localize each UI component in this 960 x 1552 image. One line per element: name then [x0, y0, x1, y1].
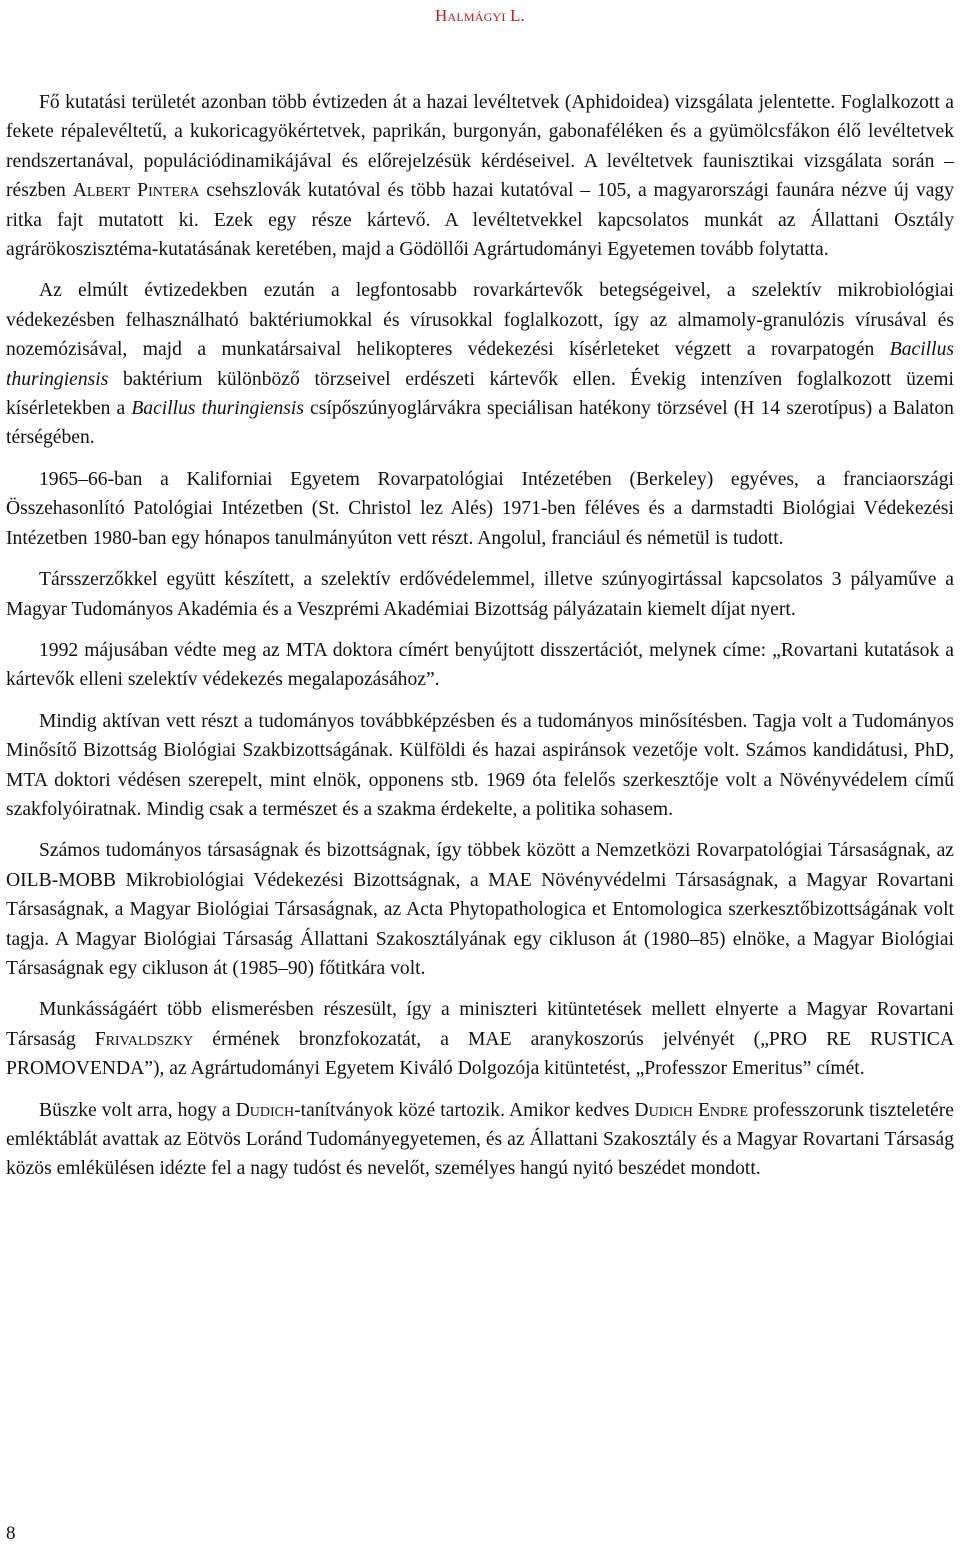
paragraph-text: 1992 májusában védte meg az MTA doktora címért benyújtott disszertációt, melynek címe: „Rovartani kutatások a kártevők elleni szelektív védekezés megalapozásához”. [6, 639, 954, 691]
paragraph [6, 1096, 954, 1184]
paragraph-text: professzorunk tiszteletére emléktáblát avattak az Eötvös Loránd Tudományegyetemen, és az Állattani Szakosztály és a Magyar Rovartani Társaság közös emlékülésen idézte fel a nagy tudóst és nevelőt, személyes hangú nyitó beszédet mondott. [6, 1099, 954, 1180]
paragraph [6, 995, 954, 1083]
running-header: Halmágyi L. [434, 6, 526, 25]
paragraph-text: Számos tudományos társaságnak és bizottságnak, így többek között a Nemzetközi Rovarpatológiai Társaságnak, az OILB-MOBB Mikrobiológiai Védekezési Bizottságnak, a MAE Növényvédelmi Társaságnak, a Magyar Rovartani Társaságnak, a Magyar Biológiai Társaságnak, az Acta Phytopathologica et Entomologica szerkesztőbizottságának volt tagja. A Magyar Biológiai Társaság Állattani Szakosztályának egy cikluson át (1980–85) elnöke, a Magyar Biológiai Társaságnak egy cikluson át (1985–90) főtitkára volt. [6, 840, 954, 979]
species-name: Bacillus thuringiensis [131, 398, 304, 420]
paragraph-text: érmének bronzfokozatát, a MAE aranykoszorús jelvényét („PRO RE RUSTICA PROMOVENDA”), az Agrártudományi Egyetem Kiváló Dolgozója kitüntetést, „Professzor Emeritus” címét. [6, 1028, 954, 1080]
paragraph [6, 465, 954, 553]
paragraph-text: Büszke volt arra, hogy a [39, 1099, 236, 1121]
paragraph-text: Az elmúlt évtizedekben ezután a legfontosabb rovarkártevők betegségeivel, a szelektív mikrobiológiai védekezésben felhasználható baktériumokkal és vírusokkal foglalkozott, így az almamoly-granulózis vírusával és nozemózisával, majd a munkatársaival helikopteres védekezési kísérleteket végzett a rovarpatogén [6, 280, 954, 361]
paragraph-text: Társszerzőkkel együtt készített, a szelektív erdővédelemmel, illetve szúnyogirtással kapcsolatos 3 pályaműve a Magyar Tudományos Akadémia és a Veszprémi Akadémiai Bizottság pályázatain kiemelt díjat nyert. [6, 569, 954, 620]
page-number: 8 [6, 1523, 16, 1544]
paragraph-text: Munkásságáért több elismerésben részesült, így a miniszteri kitüntetések mellett elnyerte a Magyar Rovartani Társaság [6, 999, 954, 1050]
person-name: Frivaldszky [94, 1028, 194, 1050]
paragraph-text: csehszlovák kutatóval és több hazai kutatóval – 105, a magyarországi faunára nézve új vagy ritka fajt mutatott ki. Ezek egy része kártevő. A levéltetvekkel kapcsolatos munkát az Állattani Osztály agrárökoszisztéma-kutatásának keretében, majd a Gödöllői Agrártudományi Egyetemen tovább folytatta. [6, 180, 955, 261]
paragraph [6, 276, 954, 452]
paragraph-text: Fő kutatási területét azonban több évtizeden át a hazai levéltetvek (Aphidoidea) vizsgálata jelentette. Foglalkozott a fekete répalevéltetű, a kukoricagyökértetvek, paprikán, burgonyán, gabonaféléken és a gyümölcsfákon élő levéltetvek rendszertanával, populációdinamikájával és előrejelzésük kérdéseivel. A levéltetvek faunisztikai vizsgálata során – részben [6, 92, 954, 202]
paragraph-text: Mindig aktívan vett részt a tudományos továbbképzésben és a tudományos minősítésben. Tagja volt a Tudományos Minősítő Bizottság Biológiai Szakbizottságának. Külföldi és hazai aspiránsok vezetője volt. Számos kandidátusi, PhD, MTA doktori védésen szerepelt, mint elnök, opponens stb. 1969 óta felelős szerkesztője volt a Növényvédelem című szakfolyóiratnak. Mindig csak a természet és a szakma érdekelte, a politika sohasem. [6, 710, 954, 820]
species-name: Bacillus thuringiensis [6, 339, 954, 390]
paragraph-text: -tanítványok közé tartozik. Amikor kedves [294, 1099, 635, 1121]
paragraph [6, 836, 954, 983]
paragraph-text: 1965–66-ban a Kaliforniai Egyetem Rovarpatológiai Intézetében (Berkeley) egyéves, a franciaországi Összehasonlító Patológiai Intézetben (St. Christol lez Alés) 1971-ben féléves és a darmstadti Biológiai Védekezési Intézetben 1980-ban egy hónapos tanulmányúton vett részt. Angolul, franciául és németül is tudott. [6, 468, 954, 549]
person-name: Dudich Endre [634, 1099, 749, 1121]
article-body [6, 88, 954, 1196]
paragraph [6, 88, 954, 264]
paragraph-text: baktérium különböző törzseivel erdészeti kártevők ellen. Évekig intenzíven foglalkozott üzemi kísérletekben a [6, 368, 954, 420]
person-name: Albert Pintera [72, 180, 200, 202]
paragraph-text: csípőszúnyoglárvákra speciálisan hatékony törzsével (H 14 szerotípus) a Balaton térségében. [6, 398, 954, 449]
paragraph [6, 636, 954, 695]
person-name: Dudich [235, 1099, 295, 1121]
paragraph [6, 707, 954, 825]
paragraph [6, 565, 954, 624]
